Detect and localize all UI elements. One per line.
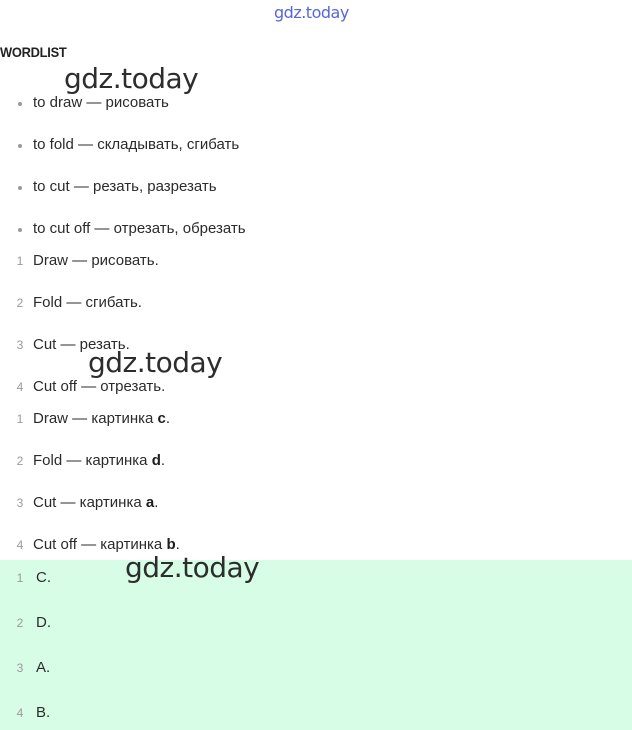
item-text: Fold — сгибать. xyxy=(33,294,142,311)
watermark: gdz.today xyxy=(125,551,260,584)
item-number: 4 xyxy=(16,706,24,720)
picture-letter: d xyxy=(151,452,161,469)
wordlist-text: to cut — резать, разрезать xyxy=(33,178,217,195)
item-number: 2 xyxy=(16,454,24,468)
item-number: 2 xyxy=(16,616,24,630)
item-number: 4 xyxy=(16,380,24,394)
bullet-icon xyxy=(18,228,22,232)
bullet-icon xyxy=(18,186,22,190)
picture-letter: b xyxy=(166,536,176,553)
item-number: 3 xyxy=(16,496,24,510)
bullet-icon xyxy=(18,102,22,106)
answer-text: B. xyxy=(36,704,51,721)
item-number: 2 xyxy=(16,296,24,310)
item-text xyxy=(33,407,170,431)
item-number: 1 xyxy=(16,571,24,585)
item-end: . xyxy=(154,494,159,511)
item-text: Draw — рисовать. xyxy=(33,252,159,269)
item-number: 3 xyxy=(16,338,24,352)
bullet-icon xyxy=(18,144,22,148)
item-text xyxy=(33,491,158,515)
picture-letter: c xyxy=(157,410,166,427)
page-heading: WORDLIST xyxy=(0,44,67,60)
answer-text: D. xyxy=(36,614,51,631)
item-number: 3 xyxy=(16,661,24,675)
answer-text: C. xyxy=(36,569,51,586)
wordlist-text: to cut off — отрезать, обрезать xyxy=(33,220,246,237)
item-number: 1 xyxy=(16,412,24,426)
answers-panel xyxy=(0,560,632,730)
watermark: gdz.today xyxy=(88,346,223,379)
answer-text: A. xyxy=(36,659,51,676)
picture-letter: a xyxy=(145,494,155,511)
item-end: . xyxy=(175,536,180,553)
wordlist-text: to draw — рисовать xyxy=(33,94,169,111)
site-logo: gdz.today xyxy=(274,3,349,22)
item-number: 1 xyxy=(16,254,24,268)
item-end: . xyxy=(160,452,166,469)
item-label: Cut — картинка xyxy=(33,494,146,511)
item-label: Fold — картинка xyxy=(33,452,152,469)
item-number: 4 xyxy=(16,538,24,552)
item-label: Draw — картинка xyxy=(33,410,158,427)
wordlist-text: to fold — складывать, сгибать xyxy=(33,136,240,153)
item-text xyxy=(33,449,165,473)
item-label: Cut off — картинка xyxy=(33,536,167,553)
item-text: Cut off — отрезать. xyxy=(33,378,166,395)
watermark: gdz.today xyxy=(64,62,199,95)
item-text: Cut — резать. xyxy=(33,336,130,353)
item-end: . xyxy=(165,410,171,427)
